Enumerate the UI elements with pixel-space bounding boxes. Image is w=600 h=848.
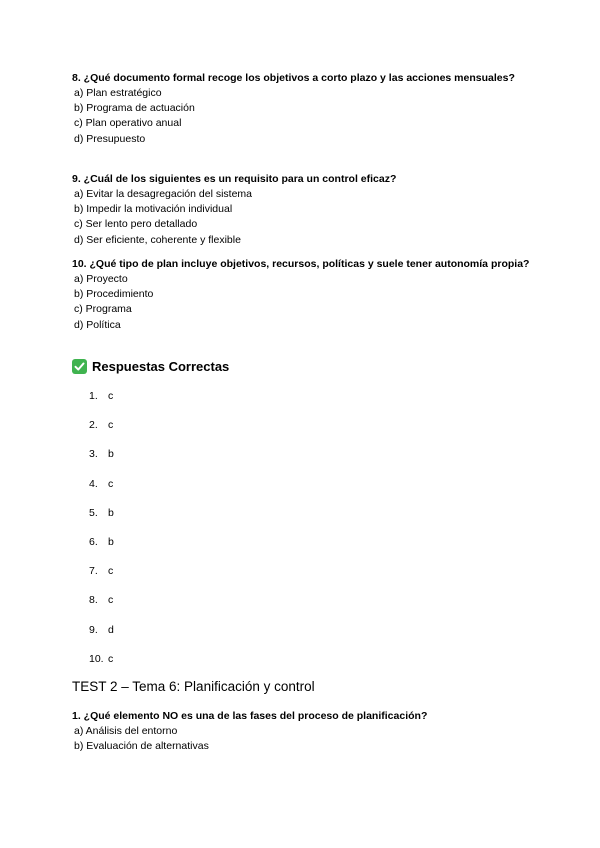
option-c: c) Plan operativo anual [74,117,182,130]
option-a: a) Evitar la desagregación del sistema [74,188,253,200]
question-title: 1. ¿Qué elemento NO es una de las fases del proceso de planificación? [72,710,428,722]
question-title: 10. ¿Qué tipo de plan incluye objetivos, recursos, políticas y suele tener autonomía propia? [72,258,530,270]
question-title: 8. ¿Qué documento formal recoge los objetivos a corto plazo y las acciones mensuales? [72,72,515,84]
question-title: 9. ¿Cuál de los siguientes es un requisito para un control eficaz? [72,173,397,185]
list-item: 5. b [89,506,114,519]
answers-heading-text: Respuestas Correctas [92,359,230,374]
option-b: b) Programa de actuación [74,102,195,115]
list-item: 7. c [89,565,114,578]
option-b: b) Procedimiento [74,288,154,301]
list-item: 6. b [89,535,114,548]
question-8 [72,71,532,147]
question-9 [72,172,532,248]
option-a: a) Análisis del entorno [74,725,178,737]
test-2-question-1 [72,709,532,754]
list-item: 3. b [89,448,114,461]
answers-heading [72,359,229,374]
list-item: 1. c [89,390,114,402]
question-10 [72,257,532,333]
option-d: d) Presupuesto [74,132,146,145]
option-a: a) Plan estratégico [74,87,162,99]
option-a: a) Proyecto [74,273,128,285]
option-d: d) Política [74,318,121,331]
list-item: 4. c [89,477,114,490]
test-2-title: TEST 2 – Tema 6: Planificación y control [72,679,315,694]
list-item: 9. d [89,623,114,636]
check-mark-icon [72,359,87,374]
option-b: b) Impedir la motivación individual [74,203,233,216]
list-item: 10. c [89,652,114,665]
answers-list [89,389,114,681]
option-c: c) Programa [74,303,132,316]
list-item: 2. c [89,419,114,432]
option-d: d) Ser eficiente, coherente y flexible [74,233,241,246]
option-c: c) Ser lento pero detallado [74,218,198,231]
option-b: b) Evaluación de alternativas [74,740,209,753]
list-item: 8. c [89,594,114,607]
